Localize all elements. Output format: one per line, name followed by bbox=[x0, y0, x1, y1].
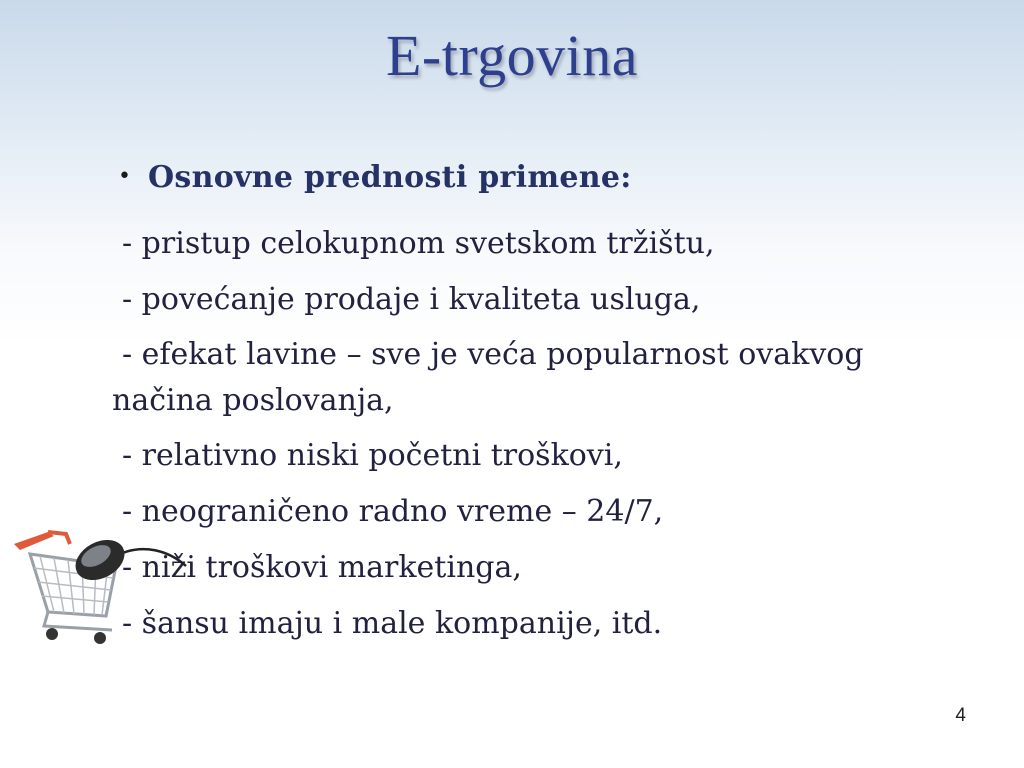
list-item: - niži troškovi marketinga, bbox=[122, 550, 522, 585]
bullet-heading-row bbox=[118, 160, 932, 206]
list-item: - šansu imaju i male kompanije, itd. bbox=[122, 606, 663, 641]
slide-content bbox=[112, 160, 932, 656]
bullet-icon: • bbox=[118, 164, 131, 189]
list-item: - pristup celokupnom svetskom tržištu, bbox=[122, 226, 715, 261]
list-item: - efekat lavine – sve je veća popularnost ovakvog načina poslovanja, bbox=[112, 337, 864, 418]
list-item: - neograničeno radno vreme – 24/7, bbox=[122, 494, 664, 529]
page-number: 4 bbox=[955, 705, 966, 726]
shopping-cart-with-mouse-icon bbox=[8, 514, 188, 648]
list-item: - relativno niski početni troškovi, bbox=[122, 438, 623, 473]
slide-title: E-trgovina bbox=[386, 23, 638, 88]
bullet-heading: Osnovne prednosti primene: bbox=[148, 160, 632, 195]
advantages-list bbox=[112, 220, 932, 648]
list-item: - povećanje prodaje i kvaliteta usluga, bbox=[122, 282, 701, 317]
